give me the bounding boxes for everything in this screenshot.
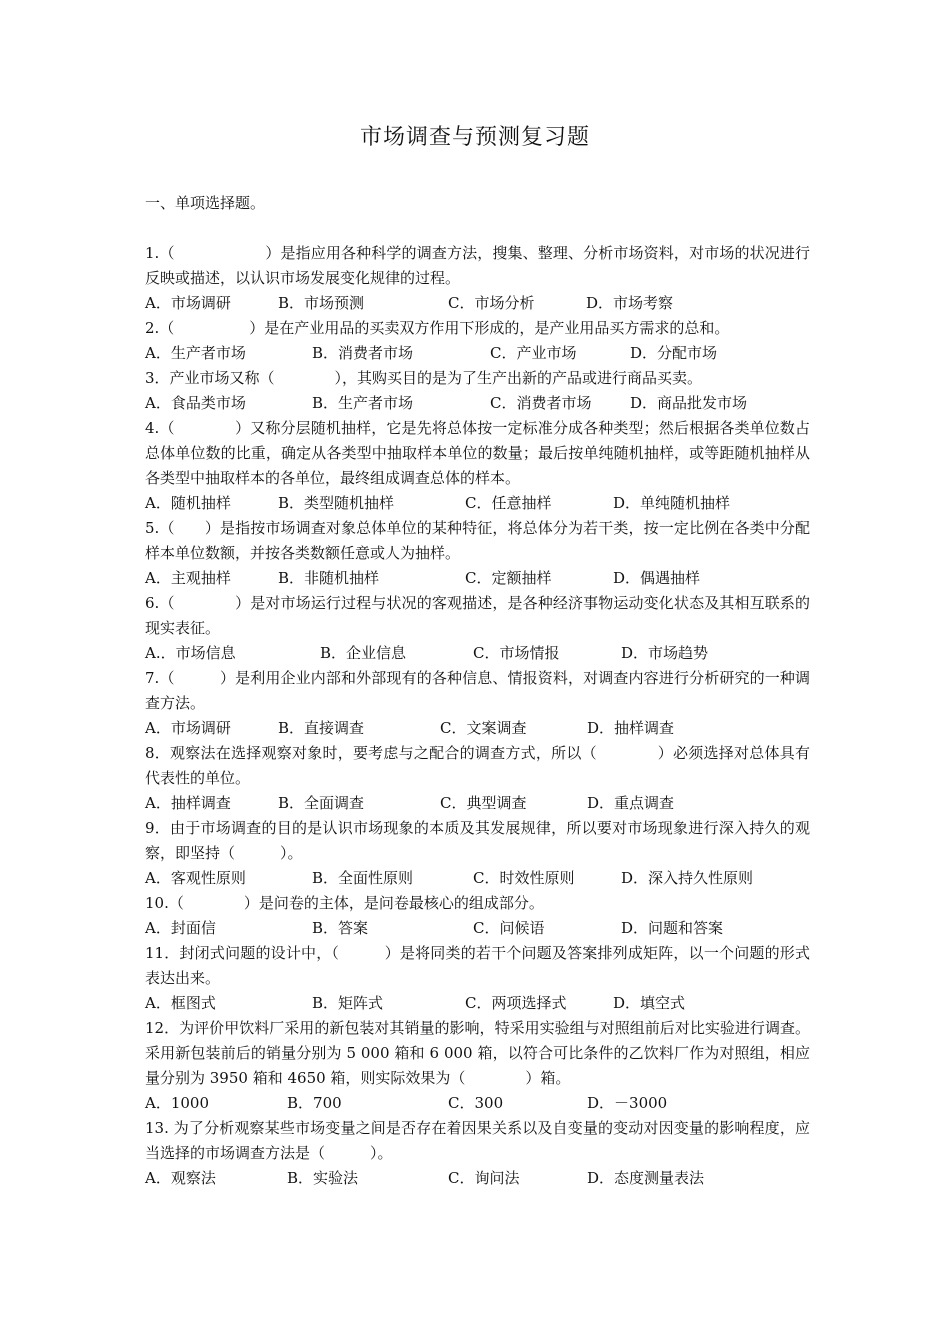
option-a: A．食品类市场 bbox=[145, 394, 246, 412]
option-b: B．全面调查 bbox=[278, 794, 365, 812]
section-heading: 一、单项选择题。 bbox=[145, 194, 266, 212]
question-8-stem: 8．观察法在选择观察对象时，要考虑与之配合的调查方式，所以（ ）必须选择对总体具有代表性的单位。 bbox=[145, 744, 810, 787]
option-b: B．全面性原则 bbox=[312, 869, 414, 887]
question-7-stem: 7.（ ）是利用企业内部和外部现有的各种信息、情报资料，对调查内容进行分析研究的一种调查方法。 bbox=[145, 669, 810, 712]
option-b: B．市场预测 bbox=[278, 294, 365, 312]
option-d: D．态度测量表法 bbox=[587, 1169, 705, 1187]
option-c: C．文案调查 bbox=[440, 719, 527, 737]
option-b: B．直接调查 bbox=[278, 719, 365, 737]
question-9-stem: 9．由于市场调查的目的是认识市场现象的本质及其发展规律，所以要对市场现象进行深入持久的观察，即坚持（ ）。 bbox=[145, 819, 810, 862]
question-12-options bbox=[145, 1091, 810, 1116]
question-1-options bbox=[145, 291, 810, 316]
question-10-options bbox=[145, 916, 810, 941]
option-a: A．观察法 bbox=[145, 1169, 216, 1187]
question-3-options bbox=[145, 391, 810, 416]
option-b: B．矩阵式 bbox=[312, 994, 384, 1012]
question-6-stem: 6.（ ）是对市场运行过程与状况的客观描述，是各种经济事物运动变化状态及其相互联系的现实表征。 bbox=[145, 594, 810, 637]
question-2-stem: 2.（ ）是在产业用品的买卖双方作用下形成的，是产业用品买方需求的总和。 bbox=[145, 319, 730, 337]
document-title: 市场调查与预测复习题 bbox=[359, 125, 590, 150]
option-c: C．消费者市场 bbox=[490, 394, 592, 412]
question-5-options bbox=[145, 566, 810, 591]
option-a: A．1000 bbox=[145, 1094, 210, 1112]
option-c: C．300 bbox=[448, 1094, 504, 1112]
option-c: C．任意抽样 bbox=[465, 494, 552, 512]
question-6-options bbox=[145, 641, 810, 666]
question-5-stem: 5.（ ）是指按市场调查对象总体单位的某种特征，将总体分为若干类，按一定比例在各类中分配样本单位数额，并按各类数额任意或人为抽样。 bbox=[145, 519, 810, 562]
option-d: D．单纯随机抽样 bbox=[613, 494, 731, 512]
option-d: D．市场考察 bbox=[586, 294, 674, 312]
option-d: D．商品批发市场 bbox=[630, 394, 748, 412]
option-b: B．消费者市场 bbox=[312, 344, 414, 362]
option-c: C．典型调查 bbox=[440, 794, 527, 812]
option-a: A.．市场信息 bbox=[145, 644, 236, 662]
option-a: A．市场调研 bbox=[145, 719, 231, 737]
option-d: D．填空式 bbox=[613, 994, 686, 1012]
option-d: D．市场趋势 bbox=[621, 644, 709, 662]
question-3-stem: 3．产业市场又称（ ），其购买目的是为了生产出新的产品或进行商品买卖。 bbox=[145, 369, 703, 387]
option-a: A．框图式 bbox=[145, 994, 216, 1012]
option-a: A．抽样调查 bbox=[145, 794, 231, 812]
question-10-stem: 10.（ ）是问卷的主体，是问卷最核心的组成部分。 bbox=[145, 894, 544, 912]
option-c: C．市场分析 bbox=[448, 294, 535, 312]
question-4-stem: 4.（ ）又称分层随机抽样，它是先将总体按一定标准分成各种类型；然后根据各类单位数占总体单位数的比重，确定从各类型中抽取样本单位的数量；最后按单纯随机抽样，或等距随机抽样从各类型中抽取样本的各单位，最终组成调查总体的样本。 bbox=[145, 419, 810, 487]
question-12-stem: 12．为评价甲饮料厂采用的新包装对其销量的影响，特采用实验组与对照组前后对比实验进行调查。采用新包装前后的销量分别为 5 000 箱和 6 000 箱，以符合可比条件的乙饮料厂作为对照组，相应量分别为 3950 箱和 4650 箱，则实际效果为（ ）箱。 bbox=[145, 1019, 810, 1087]
option-c: C．产业市场 bbox=[490, 344, 577, 362]
option-a: A．市场调研 bbox=[145, 294, 231, 312]
option-d: D．深入持久性原则 bbox=[621, 869, 754, 887]
option-d: D．－3000 bbox=[587, 1094, 668, 1112]
question-4-options bbox=[145, 491, 810, 516]
option-a: A．封面信 bbox=[145, 919, 216, 937]
option-c: C．市场情报 bbox=[473, 644, 560, 662]
question-8-options bbox=[145, 791, 810, 816]
option-b: B．类型随机抽样 bbox=[278, 494, 395, 512]
option-c: C．两项选择式 bbox=[465, 994, 567, 1012]
question-2-options bbox=[145, 341, 810, 366]
option-d: D．偶遇抽样 bbox=[613, 569, 701, 587]
question-7-options bbox=[145, 716, 810, 741]
question-1-stem: 1.（ ）是指应用各种科学的调查方法，搜集、整理、分析市场资料，对市场的状况进行反映或描述，以认识市场发展变化规律的过程。 bbox=[145, 244, 810, 287]
question-11-stem: 11．封闭式问题的设计中，（ ）是将同类的若干个问题及答案排列成矩阵，以一个问题的形式表达出来。 bbox=[145, 944, 810, 987]
option-b: B．700 bbox=[287, 1094, 342, 1112]
option-a: A．客观性原则 bbox=[145, 869, 246, 887]
option-d: D．抽样调查 bbox=[587, 719, 675, 737]
option-d: D．问题和答案 bbox=[621, 919, 724, 937]
option-a: A．主观抽样 bbox=[145, 569, 231, 587]
option-b: B．答案 bbox=[312, 919, 369, 937]
option-b: B．实验法 bbox=[287, 1169, 359, 1187]
question-9-options bbox=[145, 866, 810, 891]
option-c: C．询问法 bbox=[448, 1169, 520, 1187]
option-c: C．问候语 bbox=[473, 919, 545, 937]
question-13-stem: 13. 为了分析观察某些市场变量之间是否存在着因果关系以及自变量的变动对因变量的影响程度，应当选择的市场调查方法是（ ）。 bbox=[145, 1119, 810, 1162]
option-b: B．非随机抽样 bbox=[278, 569, 380, 587]
option-d: D．重点调查 bbox=[587, 794, 675, 812]
option-d: D．分配市场 bbox=[630, 344, 718, 362]
question-11-options bbox=[145, 991, 810, 1016]
option-a: A．随机抽样 bbox=[145, 494, 231, 512]
option-b: B．企业信息 bbox=[320, 644, 407, 662]
option-c: C．定额抽样 bbox=[465, 569, 552, 587]
question-13-options bbox=[145, 1166, 810, 1191]
option-a: A．生产者市场 bbox=[145, 344, 246, 362]
question-list bbox=[145, 241, 810, 1191]
option-c: C．时效性原则 bbox=[473, 869, 575, 887]
option-b: B．生产者市场 bbox=[312, 394, 414, 412]
